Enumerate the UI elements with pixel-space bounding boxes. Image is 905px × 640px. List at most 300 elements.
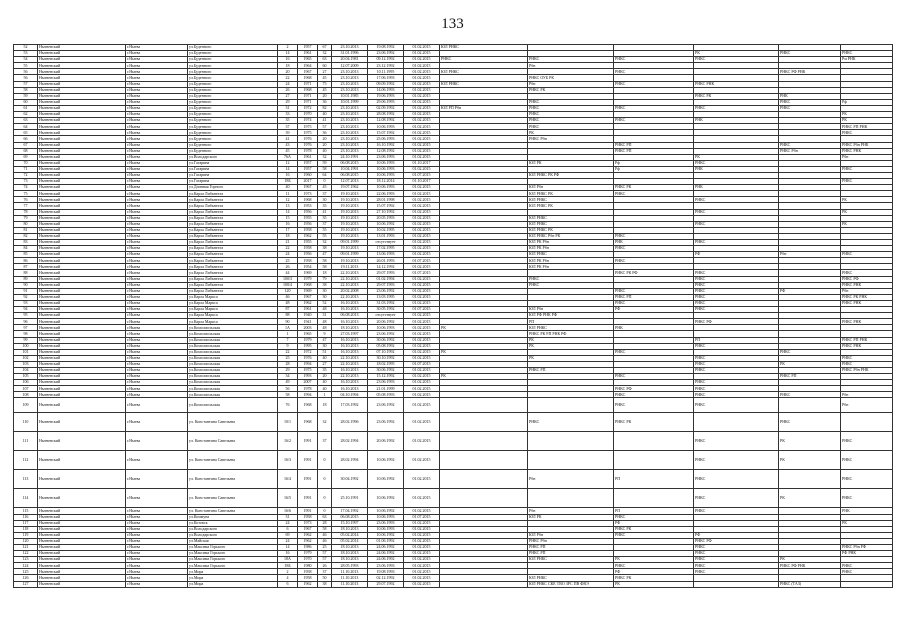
table-cell: г.Нытва: [126, 246, 188, 252]
table-cell: РНКС РП: [528, 545, 614, 551]
table-cell: РНКС РП РНК: [841, 337, 893, 343]
table-cell: 24: [278, 252, 298, 258]
table-cell: РНКС: [694, 300, 779, 306]
table-cell: 14.12.1992: [368, 264, 404, 270]
table-cell: 01.02.2015: [404, 221, 440, 227]
table-cell: ул.Мира: [188, 575, 278, 581]
table-cell: 26.01.1993: [368, 258, 404, 264]
table-cell: [779, 398, 841, 413]
table-cell: РНКС: [694, 545, 779, 551]
table-cell: 02.09.1992: [368, 105, 404, 111]
table-cell: 39: [278, 130, 298, 136]
table-cell: Нытвенский: [38, 51, 126, 57]
table-cell: 34: [278, 374, 298, 380]
table-cell: ЮЛ РНКС Рбн РК: [528, 233, 614, 239]
table-cell: г.Нытва: [126, 581, 188, 587]
table-cell: [841, 413, 893, 432]
table-cell: 1991: [298, 451, 318, 470]
table-cell: 17: [278, 227, 298, 233]
table-cell: РНКС РК: [614, 526, 694, 532]
table-cell: 41: [318, 209, 332, 215]
table-cell: 1955: [298, 240, 318, 246]
table-cell: 01.02.2015: [404, 264, 440, 270]
table-cell: РНКС: [694, 489, 779, 508]
table-cell: 124: [14, 563, 38, 569]
table-cell: г.Нытва: [126, 380, 188, 386]
table-cell: РНКС: [694, 343, 779, 349]
table-cell: РНКС: [614, 514, 694, 520]
table-cell: ул.Буденного: [188, 57, 278, 63]
table-cell: Нытвенский: [38, 203, 126, 209]
table-cell: РНКС РНК: [841, 282, 893, 288]
table-cell: 63: [318, 514, 332, 520]
table-cell: 1953: [298, 203, 318, 209]
table-cell: 108: [14, 392, 38, 398]
table-cell: 01.02.2015: [404, 489, 440, 508]
table-cell: 76: [278, 398, 298, 413]
table-cell: 123: [14, 557, 38, 563]
table-cell: 01.02.2015: [404, 240, 440, 246]
table-cell: 1973: [298, 191, 318, 197]
table-cell: РНКС: [614, 233, 694, 239]
table-cell: 14: [278, 545, 298, 551]
table-cell: 16.10.2013: [332, 337, 368, 343]
table-cell: ЮЛ РНКС: [528, 325, 614, 331]
table-cell: РНКС: [614, 288, 694, 294]
table-cell: 22: [278, 349, 298, 355]
table-cell: 01.02.2015: [404, 563, 440, 569]
table-cell: 22.10.2013: [332, 374, 368, 380]
table-cell: 23.06.1992: [368, 51, 404, 57]
table-cell: 1958: [298, 514, 318, 520]
table-cell: РНКС: [841, 270, 893, 276]
table-cell: РНКС Рбн: [779, 148, 841, 154]
table-cell: [841, 581, 893, 587]
table-cell: 01.02.2015: [404, 185, 440, 191]
table-cell: 82: [14, 233, 38, 239]
table-cell: г.Нытва: [126, 575, 188, 581]
table-cell: 100/4: [278, 282, 298, 288]
table-cell: 27: [318, 69, 332, 75]
table-cell: Нытвенский: [38, 520, 126, 526]
table-cell: ул.Комсомольская: [188, 367, 278, 373]
table-cell: Нытвенский: [38, 227, 126, 233]
table-cell: РК: [614, 557, 694, 563]
table-cell: 01.10.2017: [404, 179, 440, 185]
table-cell: 29.06.1993: [368, 99, 404, 105]
table-cell: 40: [318, 386, 332, 392]
table-cell: Рф: [841, 99, 893, 105]
table-cell: 7: [278, 337, 298, 343]
table-cell: 0: [318, 451, 332, 470]
table-cell: ул.Карла Либкнехта: [188, 233, 278, 239]
table-cell: 2017: [298, 179, 318, 185]
table-cell: 0: [318, 508, 332, 514]
table-cell: 20: [318, 142, 332, 148]
table-cell: ул.Карла Либкнехта: [188, 246, 278, 252]
table-cell: Нытвенский: [38, 166, 126, 172]
table-cell: Нытвенский: [38, 209, 126, 215]
table-cell: Нытвенский: [38, 57, 126, 63]
table-cell: г.Нытва: [126, 392, 188, 398]
table-cell: Нытвенский: [38, 325, 126, 331]
table-cell: ЮЛ РНКС: [528, 221, 614, 227]
table-cell: 13.01.1993: [368, 233, 404, 239]
table-cell: 01.02.2015: [404, 313, 440, 319]
table-cell: 46: [318, 538, 332, 544]
table-cell: 1979: [298, 551, 318, 557]
table-cell: РНКС: [841, 451, 893, 470]
table-cell: 1979: [298, 276, 318, 282]
table-cell: ЮЛ РНКС: [528, 215, 614, 221]
table-cell: ул.Карла Либкнехта: [188, 209, 278, 215]
table-cell: 18.10.2013: [332, 545, 368, 551]
table-cell: Рбн: [841, 392, 893, 398]
table-row: [14, 451, 893, 470]
table-cell: ул.Буденного: [188, 87, 278, 93]
table-cell: ул.Карла Либкнехта: [188, 227, 278, 233]
table-cell: 26: [278, 87, 298, 93]
table-cell: 19.07.1962: [332, 185, 368, 191]
table-cell: 94: [14, 307, 38, 313]
table-cell: 23.10.2013: [332, 112, 368, 118]
table-row: [14, 432, 893, 451]
table-cell: Нытвенский: [38, 451, 126, 470]
table-cell: 16.10.2013: [332, 307, 368, 313]
table-cell: 18.10.2013: [332, 325, 368, 331]
table-cell: РНКС РНК: [841, 300, 893, 306]
table-cell: 57: [318, 124, 332, 130]
table-cell: 101: [14, 349, 38, 355]
table-cell: 30: [318, 294, 332, 300]
table-cell: 0: [318, 179, 332, 185]
table-cell: 10.06.1992: [368, 451, 404, 470]
table-cell: Нытвенский: [38, 489, 126, 508]
table-cell: ул.Буденного: [188, 81, 278, 87]
table-cell: Нытвенский: [38, 545, 126, 551]
table-cell: 40: [318, 112, 332, 118]
table-cell: 1958: [298, 246, 318, 252]
table-cell: 96: [14, 319, 38, 325]
table-cell: г.Нытва: [126, 325, 188, 331]
table-cell: 20: [278, 69, 298, 75]
table-cell: РНКС: [779, 413, 841, 432]
table-cell: 1975: [298, 124, 318, 130]
table-cell: 1956: [298, 252, 318, 258]
table-cell: 40: [318, 380, 332, 386]
table-cell: Нытвенский: [38, 288, 126, 294]
table-cell: 117: [14, 520, 38, 526]
table-cell: РНКС: [841, 569, 893, 575]
table-cell: Нытвенский: [38, 185, 126, 191]
table-cell: 22: [278, 75, 298, 81]
table-cell: РНКС: [694, 307, 779, 313]
table-cell: 1962: [298, 538, 318, 544]
table-cell: 18.10.2013: [332, 526, 368, 532]
table-cell: Нытвенский: [38, 172, 126, 178]
table-cell: РНКС: [694, 380, 779, 386]
table-cell: 01.02.2015: [404, 81, 440, 87]
table-cell: 122: [14, 551, 38, 557]
table-cell: [694, 581, 779, 587]
table-cell: РНКС РФ РНК: [779, 563, 841, 569]
table-cell: 1971: [298, 99, 318, 105]
table-cell: 37: [318, 221, 332, 227]
table-cell: ул.Карла Маркса: [188, 294, 278, 300]
table-cell: 113: [14, 470, 38, 489]
table-cell: 9: [278, 343, 298, 349]
table-cell: 01.07.2015: [404, 270, 440, 276]
table-cell: РНКС: [614, 57, 694, 63]
table-cell: 9: [318, 331, 332, 337]
table-cell: г.Нытва: [126, 227, 188, 233]
table-cell: 01.02.1994: [368, 276, 404, 282]
table-cell: 32: [318, 413, 332, 432]
table-cell: 12: [278, 197, 298, 203]
table-cell: Рф: [614, 160, 694, 166]
table-cell: ул.Комсомольская: [188, 355, 278, 361]
table-cell: РНКС: [440, 57, 528, 63]
table-cell: 84: [14, 246, 38, 252]
table-cell: ул.Коммуна: [188, 514, 278, 520]
table-cell: 01.02.2015: [404, 355, 440, 361]
table-cell: 19.10.2013: [332, 191, 368, 197]
table-cell: 31: [278, 514, 298, 520]
table-cell: Нытвенский: [38, 252, 126, 258]
table-cell: РНКС РК: [528, 87, 614, 93]
table-cell: Нытвенский: [38, 563, 126, 569]
table-cell: 75: [318, 81, 332, 87]
table-cell: г.Нытва: [126, 538, 188, 544]
table-cell: 01.02.2015: [404, 526, 440, 532]
table-cell: 23.10.2013: [332, 142, 368, 148]
table-cell: 12.07.2013: [332, 179, 368, 185]
table-cell: ЮЛ РФ РНК РФ: [528, 313, 614, 319]
table-cell: 19.10.2013: [332, 203, 368, 209]
table-cell: 56: [14, 69, 38, 75]
table-cell: РНКС РП: [528, 551, 614, 557]
table-cell: 19.10.2013: [332, 246, 368, 252]
table-row: [14, 413, 893, 432]
table-cell: 10.06.1993: [368, 166, 404, 172]
table-cell: 41: [278, 136, 298, 142]
table-cell: РНКС РФ: [614, 386, 694, 392]
table-cell: РНКС: [779, 392, 841, 398]
table-cell: 30.05.1992: [368, 307, 404, 313]
table-row: [14, 489, 893, 508]
table-cell: 1: [278, 331, 298, 337]
table-cell: РНКС: [841, 355, 893, 361]
table-cell: Нытвенский: [38, 361, 126, 367]
table-cell: 27: [278, 93, 298, 99]
table-cell: РНК: [694, 118, 779, 124]
table-cell: 2007: [298, 380, 318, 386]
table-cell: 23.10.2013: [332, 124, 368, 130]
table-cell: 1968: [298, 398, 318, 413]
table-cell: РК: [779, 489, 841, 508]
table-cell: ул.Буденного: [188, 130, 278, 136]
housing-registry-table: [13, 44, 893, 588]
table-cell: 23.10.2013: [332, 87, 368, 93]
table-cell: г.Нытва: [126, 197, 188, 203]
table-cell: 87: [14, 264, 38, 270]
table-cell: г.Нытва: [126, 154, 188, 160]
table-cell: 24: [278, 520, 298, 526]
table-cell: РНК: [841, 508, 893, 514]
table-cell: 1: [318, 392, 332, 398]
table-cell: 01.02.2015: [404, 130, 440, 136]
table-cell: 29: [278, 99, 298, 105]
table-cell: 88: [278, 313, 298, 319]
table-cell: 1968: [298, 87, 318, 93]
table-cell: 16: [278, 172, 298, 178]
table-cell: ул.Буденного: [188, 142, 278, 148]
table-cell: РП: [614, 508, 694, 514]
table-cell: РНКС: [779, 51, 841, 57]
table-cell: 01.02.2015: [404, 276, 440, 282]
table-cell: 09.01.1999: [332, 252, 368, 258]
table-cell: 01.02.2015: [404, 349, 440, 355]
table-cell: РФ: [779, 288, 841, 294]
table-cell: 19.10.2013: [332, 233, 368, 239]
table-cell: 100: [14, 343, 38, 349]
table-cell: 30.06.1992: [368, 367, 404, 373]
table-cell: 19.10.2013: [332, 227, 368, 233]
table-cell: Нытвенский: [38, 69, 126, 75]
table-cell: ЮЛ РК Рбн: [528, 240, 614, 246]
table-cell: 20.04.1981: [332, 57, 368, 63]
table-cell: 16.10.2013: [332, 349, 368, 355]
table-cell: Рм РНК: [841, 57, 893, 63]
table-cell: Нытвенский: [38, 300, 126, 306]
table-cell: 01.02.2015: [404, 569, 440, 575]
table-cell: 31: [318, 313, 332, 319]
table-cell: ул. Константина Савельева: [188, 432, 278, 451]
table-cell: ЮЛ РП Рбн: [440, 105, 528, 111]
table-cell: РНКС РК: [614, 413, 694, 432]
table-cell: 58: [318, 526, 332, 532]
table-cell: РП: [614, 470, 694, 489]
table-cell: РК: [528, 343, 614, 349]
table-cell: 04.10.1994: [332, 392, 368, 398]
table-cell: 25: [278, 355, 298, 361]
table-cell: Нытвенский: [38, 197, 126, 203]
table-cell: РНКС: [694, 367, 779, 373]
table-cell: 76: [14, 197, 38, 203]
table-cell: 14.06.1993: [368, 87, 404, 93]
table-cell: ул.Карла Либкнехта: [188, 270, 278, 276]
table-cell: РНКС РФ: [694, 319, 779, 325]
table-cell: г.Нытва: [126, 545, 188, 551]
table-cell: РНКС: [614, 69, 694, 75]
table-cell: РНКС: [614, 105, 694, 111]
table-cell: 19.06.1993: [368, 93, 404, 99]
table-cell: 01.07.2015: [404, 172, 440, 178]
table-cell: г.Нытва: [126, 51, 188, 57]
table-cell: 1973: [298, 520, 318, 526]
table-cell: 01.02.2015: [404, 432, 440, 451]
table-cell: 1968: [298, 197, 318, 203]
table-cell: ЮЛ РК: [528, 514, 614, 520]
table-cell: 1941: [298, 319, 318, 325]
table-cell: РНКС: [694, 569, 779, 575]
table-cell: РНКС РНК: [694, 81, 779, 87]
table-cell: 1940: [298, 313, 318, 319]
table-cell: 92: [14, 294, 38, 300]
table-cell: 23.10.2013: [332, 81, 368, 87]
table-cell: 23.06.1992: [368, 413, 404, 432]
table-cell: 11.10.2013: [332, 575, 368, 581]
table-cell: г.Нытва: [126, 532, 188, 538]
table-cell: 1976: [298, 355, 318, 361]
table-cell: 10/1: [278, 413, 298, 432]
table-cell: г.Нытва: [126, 569, 188, 575]
table-cell: 12.08.1992: [368, 118, 404, 124]
table-cell: Нытвенский: [38, 575, 126, 581]
table-cell: 01.07.2015: [404, 258, 440, 264]
table-cell: 16: [278, 221, 298, 227]
table-cell: ул.Карла Либкнехта: [188, 288, 278, 294]
table-cell: 35: [318, 367, 332, 373]
table-cell: Нытвенский: [38, 270, 126, 276]
table-cell: г.Нытва: [126, 276, 188, 282]
table-cell: 57: [318, 551, 332, 557]
table-cell: 06.08.2015: [332, 514, 368, 520]
table-cell: 20: [318, 93, 332, 99]
table-cell: 18.12.2014: [368, 179, 404, 185]
table-cell: 14: [278, 166, 298, 172]
table-cell: 1961: [298, 154, 318, 160]
table-cell: 1968: [298, 282, 318, 288]
table-cell: РНКС РНК: [841, 319, 893, 325]
table-cell: 06.08.2015: [332, 172, 368, 178]
table-cell: 24: [278, 81, 298, 87]
table-cell: 88: [14, 270, 38, 276]
table-cell: 01.02.2015: [404, 367, 440, 373]
table-cell: 38: [318, 246, 332, 252]
table-cell: Рбн: [528, 63, 614, 69]
table-cell: ЮЛ РНКС: [440, 69, 528, 75]
table-cell: 55: [318, 233, 332, 239]
table-cell: 35: [318, 203, 332, 209]
table-cell: РК: [440, 374, 528, 380]
table-cell: 01.02.2015: [404, 148, 440, 154]
table-cell: 37: [318, 569, 332, 575]
table-cell: 37: [278, 124, 298, 130]
table-cell: РНКС: [841, 361, 893, 367]
table-cell: 30.04.1992: [332, 470, 368, 489]
table-cell: 81: [14, 227, 38, 233]
table-cell: ул.Длинная Горного: [188, 185, 278, 191]
table-cell: 15.07.1992: [368, 203, 404, 209]
table-cell: 86: [14, 258, 38, 264]
table-cell: 01.02.2015: [404, 75, 440, 81]
table-cell: РНК: [614, 325, 694, 331]
table-cell: 13.06.1993: [368, 252, 404, 258]
table-cell: 23.12.1992: [368, 63, 404, 69]
table-cell: 28: [278, 361, 298, 367]
table-cell: г.Нытва: [126, 508, 188, 514]
table-cell: 01.02.2015: [404, 63, 440, 69]
table-cell: 10.06.1992: [368, 470, 404, 489]
table-cell: 1968: [298, 75, 318, 81]
table-cell: РНКС РК РП РНК РФ: [528, 331, 614, 337]
table-cell: 01.02.2015: [404, 392, 440, 398]
table-cell: РНКС Рбн РФ: [841, 545, 893, 551]
table-cell: ул.Максима Горького: [188, 545, 278, 551]
table-cell: 16.10.1992: [368, 142, 404, 148]
table-cell: 20.06.1992: [368, 319, 404, 325]
